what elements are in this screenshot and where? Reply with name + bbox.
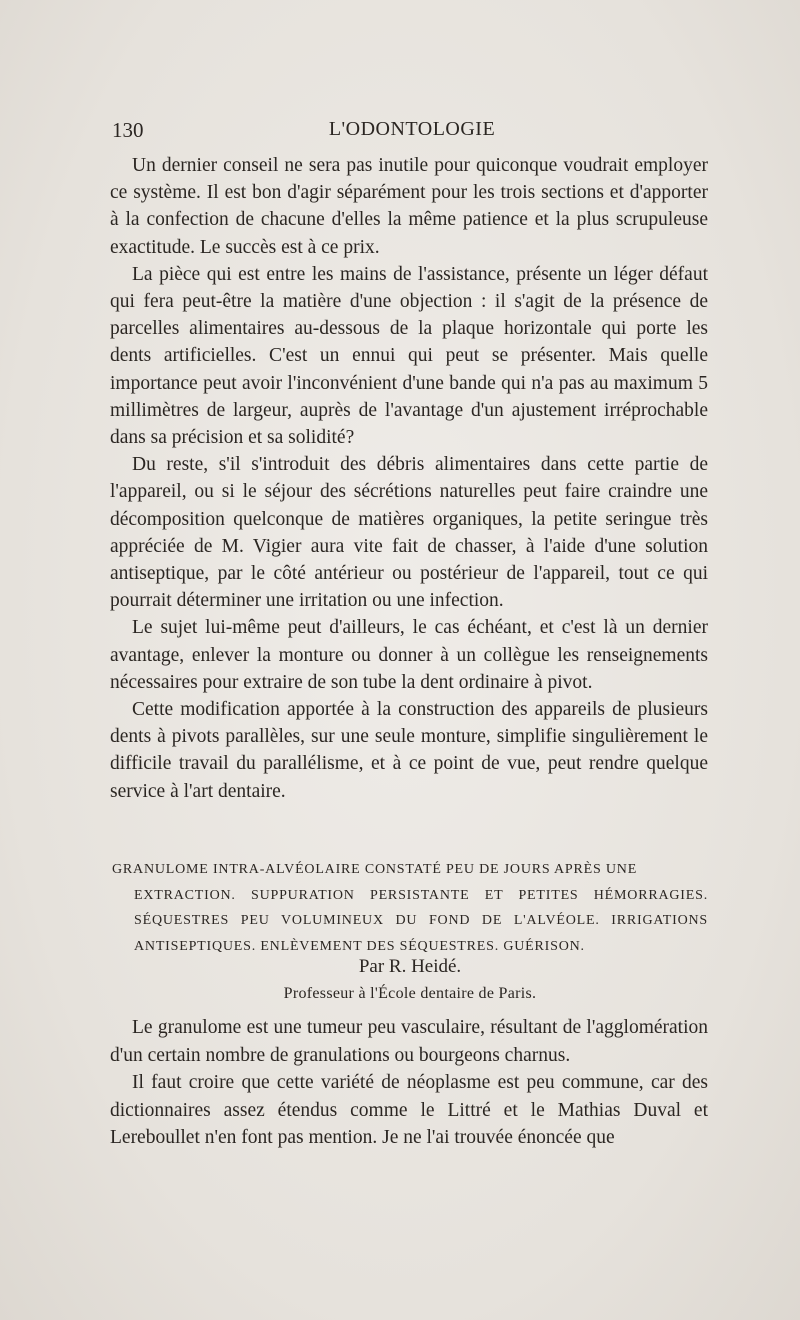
page-number: 130 xyxy=(112,118,144,142)
body-text xyxy=(110,152,708,805)
article-byline: Par R. Heidé. xyxy=(358,956,462,977)
article-heading-lead: GRANULOME INTRA-ALVÉOLAIRE CONSTATÉ PEU DE JOURS APRÈS UNE xyxy=(112,862,638,877)
article-heading-rest: EXTRACTION. SUPPURATION PERSISTANTE ET PETITES HÉMORRAGIES. SÉQUESTRES PEU VOLUMINEUX DU FOND DE L'ALVÉOLE. IRRIGATIONS ANTISEPTIQUES. ENLÈVEMENT DES SÉQUESTRES. GUÉRISON. xyxy=(134,887,708,954)
article-affiliation: Professeur à l'École dentaire de Paris. xyxy=(283,985,537,1002)
paragraph: Du reste, s'il s'introduit des débris alimentaires dans cette partie de l'appareil, ou si le séjour des sécrétions naturelles peut faire craindre une décomposition quelconque de matières organiques, la petite seringue très appréciée de M. Vigier aura vite fait de chasser, à l'aide d'une solution antiseptique, par le côté antérieur ou postérieur de l'appareil, tout ce qui pourrait déterminer une irritation ou une infection. xyxy=(110,454,708,612)
paragraph: La pièce qui est entre les mains de l'assistance, présente un léger défaut qui fera peut-être la matière d'une objection : il s'agit de la présence de parcelles alimentaires au-dessous de la plaque horizontale qui porte les dents artificielles. C'est un ennui qui peut se présenter. Mais quelle importance peut avoir l'inconvénient d'une bande qui n'a pas au maximum 5 millimètres de largeur, auprès de l'avantage d'un ajustement irréprochable dans sa précision et sa solidité? xyxy=(110,263,708,449)
running-head xyxy=(112,118,712,148)
article-heading xyxy=(112,857,708,959)
paragraph: Cette modification apportée à la construction des appareils de plusieurs dents à pivots parallèles, sur une seule monture, simplifie singulièrement le difficile travail du parallélisme, et à ce point de vue, peut rendre quelque service à l'art dentaire. xyxy=(110,699,708,802)
paragraph: Il faut croire que cette variété de néoplasme est peu commune, car des dictionnaires assez étendus comme le Littré et le Mathias Duval et Lereboullet n'en font pas mention. Je ne l'ai trouvée énoncée que xyxy=(110,1072,708,1148)
article-body xyxy=(110,1014,708,1152)
journal-title: L'ODONTOLOGIE xyxy=(328,118,496,140)
paragraph: Le sujet lui-même peut d'ailleurs, le cas échéant, et c'est là un dernier avantage, enlever la monture ou donner à un collègue les renseignements nécessaires pour extraire de son tube la dent ordinaire à pivot. xyxy=(110,617,708,693)
paragraph: Le granulome est une tumeur peu vasculaire, résultant de l'agglomération d'un certain nombre de granulations ou bourgeons charnus. xyxy=(110,1017,708,1066)
paragraph: Un dernier conseil ne sera pas inutile pour quiconque voudrait employer ce système. Il est bon d'agir séparément pour les trois sections et d'apporter à la confection de chacune d'elles la même patience et la plus scrupuleuse exactitude. Le succès est à ce prix. xyxy=(110,155,708,258)
